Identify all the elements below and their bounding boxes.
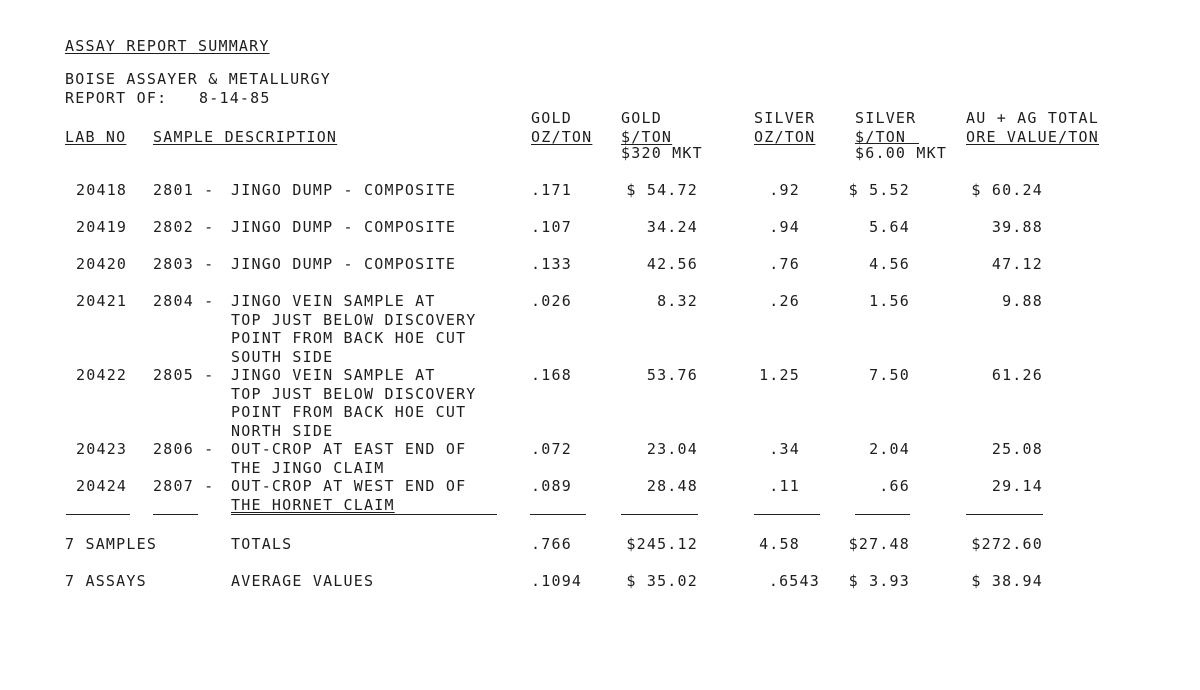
header-lab-no: LAB NO <box>65 128 127 146</box>
row-lab-no: 20423 <box>76 440 128 458</box>
row-description-line: OUT-CROP AT WEST END OF <box>231 477 467 495</box>
row-gold-usd: 42.56 <box>646 255 698 273</box>
row-description-line: JINGO DUMP - COMPOSITE <box>231 218 457 236</box>
row-silver-oz: .34 <box>769 440 800 458</box>
row-gold-usd: 8.32 <box>657 292 698 310</box>
row-gold-oz: .089 <box>531 477 572 495</box>
row-description-line: POINT FROM BACK HOE CUT <box>231 329 467 347</box>
row-description-line: TOP JUST BELOW DISCOVERY <box>231 310 477 329</box>
row-silver-oz: .26 <box>769 292 800 310</box>
row-sample-no: 2805 - <box>153 366 215 384</box>
row-lab-no: 20422 <box>76 366 128 384</box>
row-description-line: POINT FROM BACK HOE CUT <box>231 403 467 421</box>
header-gold-usd-line1: GOLD <box>621 109 662 127</box>
row-silver-usd: 1.56 <box>869 292 910 310</box>
row-total: 61.26 <box>991 366 1043 384</box>
header-silver-oz-line2: OZ/TON <box>754 128 816 146</box>
averages-gold-oz: .1094 <box>531 572 583 590</box>
row-silver-usd: .66 <box>879 477 910 495</box>
rule-lab-no <box>66 514 130 515</box>
row-silver-oz: 1.25 <box>759 366 800 384</box>
row-gold-oz: .072 <box>531 440 572 458</box>
totals-desc: TOTALS <box>231 535 293 553</box>
header-silver-usd-line3: $6.00 MKT <box>855 144 948 162</box>
row-total: $ 60.24 <box>971 181 1043 199</box>
report-date: 8-14-85 <box>199 89 271 107</box>
header-silver-usd-line2: $/TON <box>855 128 907 146</box>
averages-silver-oz: .6543 <box>768 572 820 590</box>
row-lab-no: 20420 <box>76 255 128 273</box>
row-total: 25.08 <box>991 440 1043 458</box>
rule-silver-usd <box>855 514 910 515</box>
averages-desc: AVERAGE VALUES <box>231 572 375 590</box>
header-sample-description: SAMPLE DESCRIPTION <box>153 128 338 146</box>
row-total: 47.12 <box>991 255 1043 273</box>
totals-silver-usd: $27.48 <box>848 535 910 553</box>
row-description-line: SOUTH SIDE <box>231 347 334 366</box>
averages-silver-usd: $ 3.93 <box>848 572 910 590</box>
row-sample-no: 2807 - <box>153 477 215 495</box>
row-sample-no: 2804 - <box>153 292 215 310</box>
row-description-line: OUT-CROP AT EAST END OF <box>231 440 467 458</box>
row-gold-oz: .133 <box>531 255 572 273</box>
rule-sample <box>153 514 198 515</box>
row-silver-oz: .94 <box>769 218 800 236</box>
totals-silver-oz: 4.58 <box>759 535 800 553</box>
row-gold-oz: .026 <box>531 292 572 310</box>
header-silver-usd-line1: SILVER <box>855 109 917 127</box>
row-silver-usd: $ 5.52 <box>848 181 910 199</box>
row-sample-no: 2802 - <box>153 218 215 236</box>
totals-label: 7 SAMPLES <box>65 535 158 553</box>
rule-gold-oz <box>530 514 586 515</box>
row-total: 29.14 <box>991 477 1043 495</box>
header-gold-usd-line3: $320 MKT <box>621 144 703 162</box>
row-gold-usd: 23.04 <box>646 440 698 458</box>
row-lab-no: 20421 <box>76 292 128 310</box>
row-gold-usd: 34.24 <box>646 218 698 236</box>
row-sample-no: 2801 - <box>153 181 215 199</box>
averages-label: 7 ASSAYS <box>65 572 147 590</box>
row-sample-no: 2806 - <box>153 440 215 458</box>
row-gold-oz: .168 <box>531 366 572 384</box>
row-total: 39.88 <box>991 218 1043 236</box>
row-gold-usd: 28.48 <box>646 477 698 495</box>
company-name: BOISE ASSAYER & METALLURGY <box>65 70 331 88</box>
totals-total: $272.60 <box>971 535 1043 553</box>
row-gold-usd: 53.76 <box>646 366 698 384</box>
row-description-line: JINGO VEIN SAMPLE AT <box>231 292 436 310</box>
averages-total: $ 38.94 <box>971 572 1043 590</box>
totals-gold-oz: .766 <box>531 535 572 553</box>
row-silver-usd: 2.04 <box>869 440 910 458</box>
row-sample-no: 2803 - <box>153 255 215 273</box>
header-gold-usd-line2: $/TON <box>621 128 673 146</box>
rule-silver-oz <box>754 514 820 515</box>
row-total: 9.88 <box>1002 292 1043 310</box>
row-silver-oz: .11 <box>769 477 800 495</box>
row-silver-usd: 7.50 <box>869 366 910 384</box>
rule-gold-usd <box>621 514 698 515</box>
row-lab-no: 20418 <box>76 181 128 199</box>
row-description-line: THE JINGO CLAIM <box>231 458 385 477</box>
rule-total <box>966 514 1043 515</box>
header-total-line1: AU + AG TOTAL <box>966 109 1099 127</box>
report-title: ASSAY REPORT SUMMARY <box>65 37 270 55</box>
row-description-line: JINGO DUMP - COMPOSITE <box>231 181 457 199</box>
report-of-label: REPORT OF: <box>65 89 168 107</box>
row-description-line: JINGO DUMP - COMPOSITE <box>231 255 457 273</box>
row-description-line: THE HORNET CLAIM <box>231 495 395 514</box>
row-silver-oz: .92 <box>769 181 800 199</box>
row-silver-usd: 5.64 <box>869 218 910 236</box>
row-silver-oz: .76 <box>769 255 800 273</box>
row-silver-usd: 4.56 <box>869 255 910 273</box>
header-gold-oz-line2: OZ/TON <box>531 128 593 146</box>
row-gold-oz: .171 <box>531 181 572 199</box>
header-gold-oz-line1: GOLD <box>531 109 572 127</box>
totals-gold-usd: $245.12 <box>626 535 698 553</box>
header-total-line2: ORE VALUE/TON <box>966 128 1099 146</box>
averages-gold-usd: $ 35.02 <box>626 572 698 590</box>
row-lab-no: 20424 <box>76 477 128 495</box>
row-description-line: TOP JUST BELOW DISCOVERY <box>231 384 477 403</box>
rule-description <box>231 514 497 515</box>
row-gold-usd: $ 54.72 <box>626 181 698 199</box>
header-silver-oz-line1: SILVER <box>754 109 816 127</box>
row-gold-oz: .107 <box>531 218 572 236</box>
row-lab-no: 20419 <box>76 218 128 236</box>
row-description-line: NORTH SIDE <box>231 421 334 440</box>
row-description-line: JINGO VEIN SAMPLE AT <box>231 366 436 384</box>
